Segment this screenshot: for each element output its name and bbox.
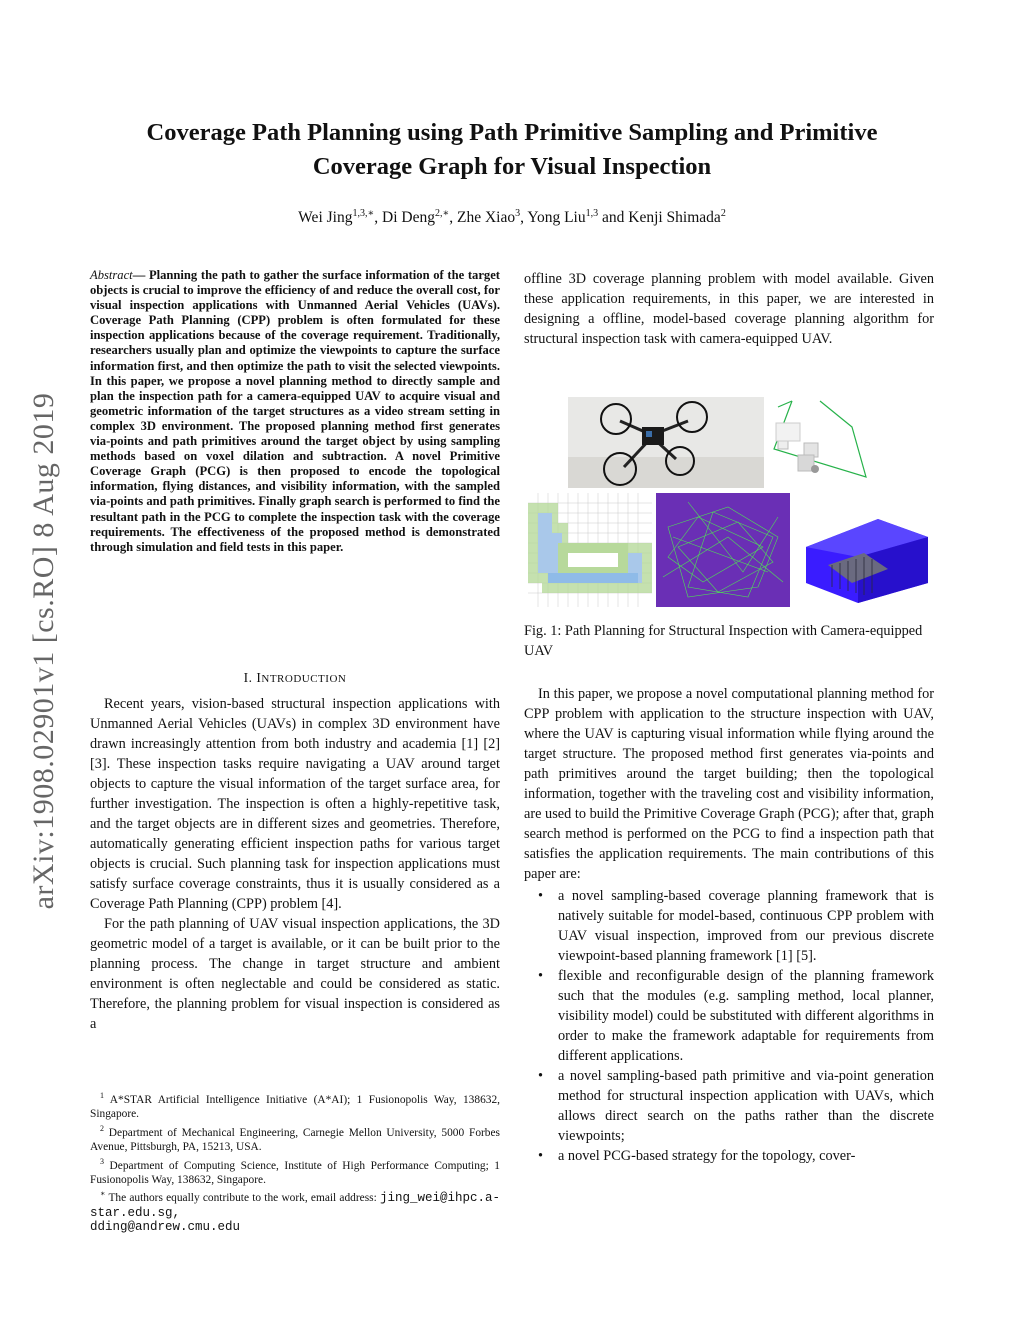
footnote-text: Department of Mechanical Engineering, Carnegie Mellon University, 5000 Forbes Avenue, Pittsburgh, PA, 15213, USA. (90, 1126, 500, 1154)
author-affil: 3 (515, 208, 521, 219)
footnote-text: A*STAR Artificial Intelligence Initiative (A*AI); 1 Fusionopolis Way, 138632, Singapore. (90, 1093, 501, 1121)
email-address[interactable]: jing_wei@ihpc.a-star.edu.sg, (90, 1191, 500, 1220)
intro-paragraph-2: For the path planning of UAV visual inspection applications, the 3D geometric model of a target is available, or it can be built prior to the planning process. The change in target structure and ambient environment is often neglectable and could be considered as static. Therefore, the planning problem for visual inspection is considered as a (90, 916, 500, 1032)
section-heading-introduction (90, 670, 500, 686)
title-line-2: Coverage Graph for Visual Inspection (312, 153, 712, 180)
email-address[interactable]: dding@andrew.cmu.edu (90, 1220, 241, 1235)
footnotes (90, 1089, 500, 1235)
section-title-first: I (256, 670, 262, 685)
section-title-rest: NTRODUCTION (261, 673, 347, 685)
footnote-text: Department of Computing Science, Institute of High Performance Computing; 1 Fusionopolis Way, 138632, Singapore. (90, 1159, 500, 1186)
abstract-label: Abstract (90, 268, 133, 282)
arxiv-id: arXiv:1908.02901v1 [cs.RO] 8 Aug 2019 (27, 392, 60, 910)
voxel-grid-figure (528, 493, 652, 607)
author-list: Wei Jing$^{1,3,∗}$, Di Deng$^{2,∗}$, Zhe Xiao$^3$, Yong Liu$^{1,3}$ and Kenji Shimada$^2$ (298, 208, 726, 227)
list-item: • a novel sampling-based path primitive and via-point generation method for structural inspection application with UAVs, which allows direct search on the paths rather than the discrete viewpoints; (524, 1066, 934, 1146)
figure-1-graphic (528, 397, 946, 607)
mesh-graph-figure (656, 493, 790, 607)
footnote-text: The authors equally contribute to the work, email address: (108, 1192, 377, 1205)
author-affil: 2,∗ (434, 208, 450, 219)
contributions-list (524, 886, 934, 1166)
path-sketch (764, 397, 946, 488)
right-paragraph-main (524, 684, 934, 1166)
footnote (90, 1155, 500, 1188)
title-line-1: Coverage Path Planning using Path Primitive Sampling and Primitive (146, 119, 878, 146)
building-model-figure (794, 493, 946, 607)
section-number: I. (243, 670, 257, 685)
author-name: Di Deng (382, 209, 435, 227)
footnote-mark: 2 (100, 1123, 104, 1133)
abstract (90, 268, 500, 555)
figure-1 (528, 397, 946, 607)
list-item: • a novel sampling-based coverage planning framework that is natively suitable for model-based, continuous CPP problem with UAV visual inspection, improved from our previous discrete viewpoint-based planning framework [1] [5]. (524, 886, 934, 966)
author-name: Kenji Shimada (628, 209, 721, 227)
footnote-mark: 1 (100, 1091, 104, 1100)
paragraph-text: offline 3D coverage planning problem with model available. Given these application requirements, in this paper, we are interested in designing a offline, model-based coverage planning algorithm for structural inspection task with camera-equipped UAV. (524, 271, 934, 347)
footnote-mark: 3 (100, 1156, 104, 1166)
author-name: Wei Jing (298, 209, 353, 227)
paper-title (60, 116, 964, 184)
footnote (90, 1089, 500, 1122)
list-item: • flexible and reconfigurable design of the planning framework such that the modules (e.g. sampling method, local planner, visibility model) could be substituted with different algorithms in order to make the framework adaptable for requirements from different applications. (524, 966, 934, 1066)
footnote-continued (90, 1220, 500, 1235)
intro-text (90, 694, 500, 1034)
right-paragraph-top (524, 269, 934, 349)
author-name: Zhe Xiao (457, 209, 516, 227)
figure-1-caption (524, 621, 934, 661)
list-item: • a novel PCG-based strategy for the topology, cover- (524, 1146, 934, 1166)
author-affil: 1,3,∗ (352, 208, 375, 219)
footnote (90, 1187, 500, 1220)
arxiv-stamp (24, 351, 64, 951)
abstract-dash: — (132, 268, 149, 282)
footnote (90, 1122, 500, 1155)
drone-photo (568, 397, 764, 488)
author-name: Yong Liu (527, 209, 586, 227)
intro-paragraph-1: Recent years, vision-based structural inspection applications with Unmanned Aerial Vehicles (UAVs) in complex 3D environment have drawn increasingly attention from both industry and academia [1] [2] [3]. These inspection tasks require navigating a UAV around target objects to capture the visual information of the target surface area, for further investigation. The inspection is often a highly-repetitive task, and the target objects are in different sizes and geometries. Therefore, automatically generating efficient inspection paths for various target objects is crucial. Such planning task for inspection applications must satisfy surface coverage constraints, thus it is usually considered as a Coverage Path Planning (CPP) problem [4]. (90, 696, 500, 912)
caption-text: Fig. 1: Path Planning for Structural Inspection with Camera-equipped UAV (524, 623, 923, 659)
author-affil: 1,3 (585, 208, 599, 219)
abstract-text: Planning the path to gather the surface information of the target objects is crucial to improve the efficiency of and reduce the overall cost, for visual inspection applications with Unmanned Aerial Vehicles (UAVs). Coverage Path Planning (CPP) problem is often formulated for these inspection applications because of the coverage requirement. Traditionally, researchers usually plan and optimize the viewpoints to capture the surface information first, and then optimize the path to visit the selected viewpoints. In this paper, we propose a novel planning method to directly sample and plan the inspection path for a camera-equipped UAV to acquire visual and geometric information of the target structures as a video stream setting in complex 3D environment. The proposed planning method first generates via-points and path primitives around the target object by using sampling methods based on voxel dilation and subtraction. A novel Primitive Coverage Graph (PCG) is then proposed to encode the topological information, flying distances, and visibility information, with the sampled via-points and path primitives. Finally graph search is performed to find the resultant path in the PCG to complete the inspection task with the coverage requirements. The effectiveness of the proposed method is demonstrated through simulation and field tests in this paper. (90, 268, 500, 554)
footnote-mark: ∗ (100, 1189, 106, 1199)
paragraph-text: In this paper, we propose a novel computational planning method for CPP problem with application to the structure inspection with UAV, where the UAV is capturing visual information while flying around the target structure. The proposed method first generates via-points and path primitives around the target building; then the topological information, together with the traveling cost and visibility information, are used to build the Primitive Coverage Graph (PCG); after that, graph search method is performed on the PCG to find a inspection path that satisfies the application requirements. The main contributions of this paper are: (524, 686, 934, 882)
author-affil: 2 (720, 208, 726, 219)
